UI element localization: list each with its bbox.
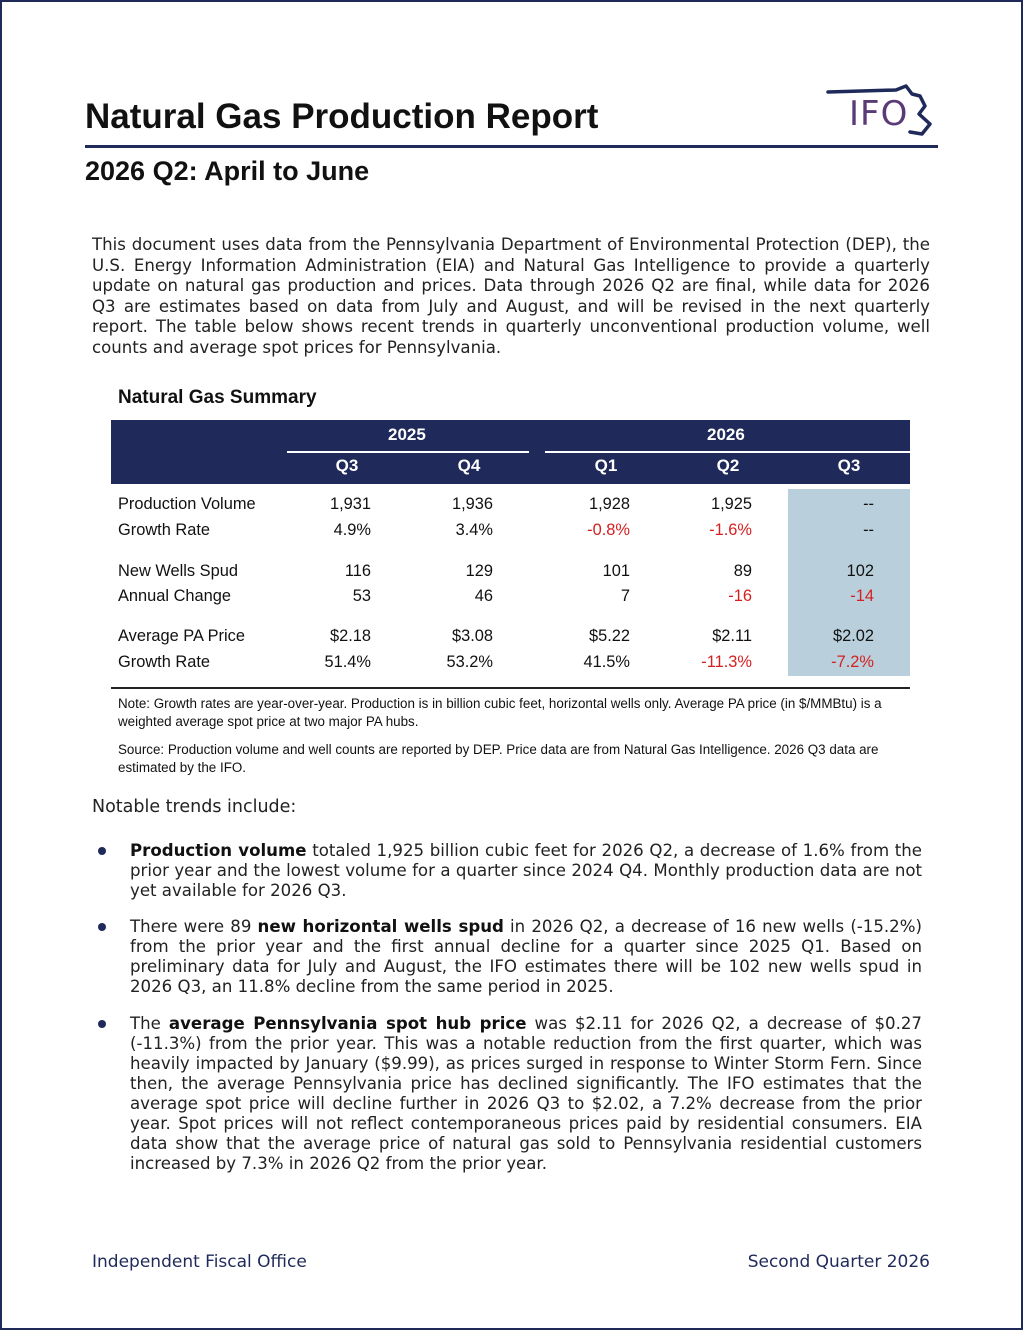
- table-cell: -16: [728, 587, 752, 605]
- table-cell: 53.2%: [446, 653, 493, 671]
- table-cell: --: [863, 521, 874, 539]
- estimate-column-shade: [788, 489, 910, 676]
- table-cell: 116: [344, 562, 371, 580]
- table-cell: $2.18: [329, 627, 371, 645]
- table-bottom-rule: [111, 687, 910, 689]
- table-cell: $5.22: [588, 627, 630, 645]
- table-cell: $2.02: [832, 627, 874, 645]
- table-cell: -7.2%: [831, 653, 874, 671]
- table-cell: 1,931: [329, 495, 371, 513]
- footer-period: Second Quarter 2026: [747, 1252, 930, 1272]
- table-cell: -1.6%: [709, 521, 752, 539]
- year-divider-2025: [287, 451, 529, 453]
- quarter-header: Q2: [716, 456, 740, 475]
- row-label: Growth Rate: [118, 653, 211, 671]
- logo-text: IFO: [849, 94, 909, 134]
- year-header-2026: 2026: [707, 425, 745, 444]
- row-label: Average PA Price: [118, 627, 245, 645]
- report-subtitle: 2026 Q2: April to June: [85, 156, 370, 186]
- row-label: New Wells Spud: [118, 562, 238, 580]
- table-cell: 4.9%: [333, 521, 371, 539]
- row-label: Production Volume: [118, 495, 256, 513]
- table-cell: 41.5%: [583, 653, 630, 671]
- table-cell: 1,925: [710, 495, 752, 513]
- table-cell: -14: [850, 587, 874, 605]
- bullet-icon: [98, 923, 106, 931]
- quarter-header: Q3: [837, 456, 861, 475]
- title-rule: [85, 145, 938, 148]
- table-cell: $3.08: [451, 627, 493, 645]
- trends-heading: Notable trends include:: [92, 797, 297, 817]
- table-note: Note: Growth rates are year-over-year. Production is in billion cubic feet, horizontal wells only. Average PA price (in $/MMBtu) is a weighted average spot price at two major PA hubs.: [118, 696, 882, 729]
- table-cell: 46: [474, 587, 493, 605]
- quarter-header: Q4: [457, 456, 481, 475]
- bullet-icon: [98, 847, 106, 855]
- table-cell: 1,936: [451, 495, 493, 513]
- trend-item-price: The average Pennsylvania spot hub price was $2.11 for 2026 Q2, a decrease of $0.27 (-11.3%) from the prior year. This was a notable reduction from the first quarter, which was heavily impacted by January ($9.99), as prices surged in response to Winter Storm Fern. Since then, the average Pennsylvania price has declined significantly. The IFO estimates that the average spot price will decline further in 2026 Q3 to $2.02, a 7.2% decrease from the prior year. Spot prices will not reflect contemporaneous prices paid by residential consumers. EIA data show that the average price of natural gas sold to Pennsylvania residential customers increased by 7.3% in 2026 Q2 from the prior year.: [130, 1014, 922, 1173]
- report-title: Natural Gas Production Report: [85, 97, 599, 136]
- footer-office: Independent Fiscal Office: [92, 1252, 307, 1272]
- table-cell: --: [863, 495, 874, 513]
- table-cell: 102: [846, 562, 874, 580]
- table-source: Source: Production volume and well counts are reported by DEP. Price data are from Natural Gas Intelligence. 2026 Q3 data are estimated by the IFO.: [118, 742, 879, 775]
- table-cell: 7: [620, 587, 630, 605]
- row-label: Growth Rate: [118, 521, 211, 539]
- table-cell: 101: [602, 562, 630, 580]
- table-cell: 1,928: [588, 495, 630, 513]
- trend-item-production: Production volume totaled 1,925 billion cubic feet for 2026 Q2, a decrease of 1.6% from the prior year and the lowest volume for a quarter since 2024 Q4. Monthly production data are not yet available for 2026 Q3.: [130, 841, 923, 900]
- table-cell: 53: [352, 587, 371, 605]
- intro-paragraph: This document uses data from the Pennsylvania Department of Environmental Protection (DEP), the U.S. Energy Information Administration (EIA) and Natural Gas Intelligence to provide a quarterly update on natural gas production and prices. Data through 2026 Q2 are final, while data for 2026 Q3 are estimates based on data from July and August, and will be revised in the next quarterly report. The table below shows recent trends in quarterly unconventional production volume, well counts and average spot prices for Pennsylvania.: [92, 235, 930, 357]
- table-cell: 3.4%: [455, 521, 493, 539]
- quarter-header: Q1: [594, 456, 618, 475]
- table-cell: 89: [733, 562, 752, 580]
- quarter-header: Q3: [335, 456, 359, 475]
- table-cell: -0.8%: [587, 521, 630, 539]
- table-cell: 129: [465, 562, 493, 580]
- bullet-icon: [98, 1020, 106, 1028]
- row-label: Annual Change: [118, 587, 232, 605]
- year-header-2025: 2025: [388, 425, 426, 444]
- table-cell: $2.11: [712, 627, 752, 645]
- year-divider-2026: [545, 451, 910, 453]
- trend-item-wells: There were 89 new horizontal wells spud in 2026 Q2, a decrease of 16 new wells (-15.2%) from the prior year and the first annual decline for a quarter since 2025 Q1. Based on preliminary data for July and August, the IFO estimates there will be 102 new wells spud in 2026 Q3, an 11.8% decline from the same period in 2025.: [130, 917, 922, 996]
- table-cell: -11.3%: [701, 653, 752, 671]
- table-cell: 51.4%: [324, 653, 371, 671]
- table-title: Natural Gas Summary: [118, 387, 317, 408]
